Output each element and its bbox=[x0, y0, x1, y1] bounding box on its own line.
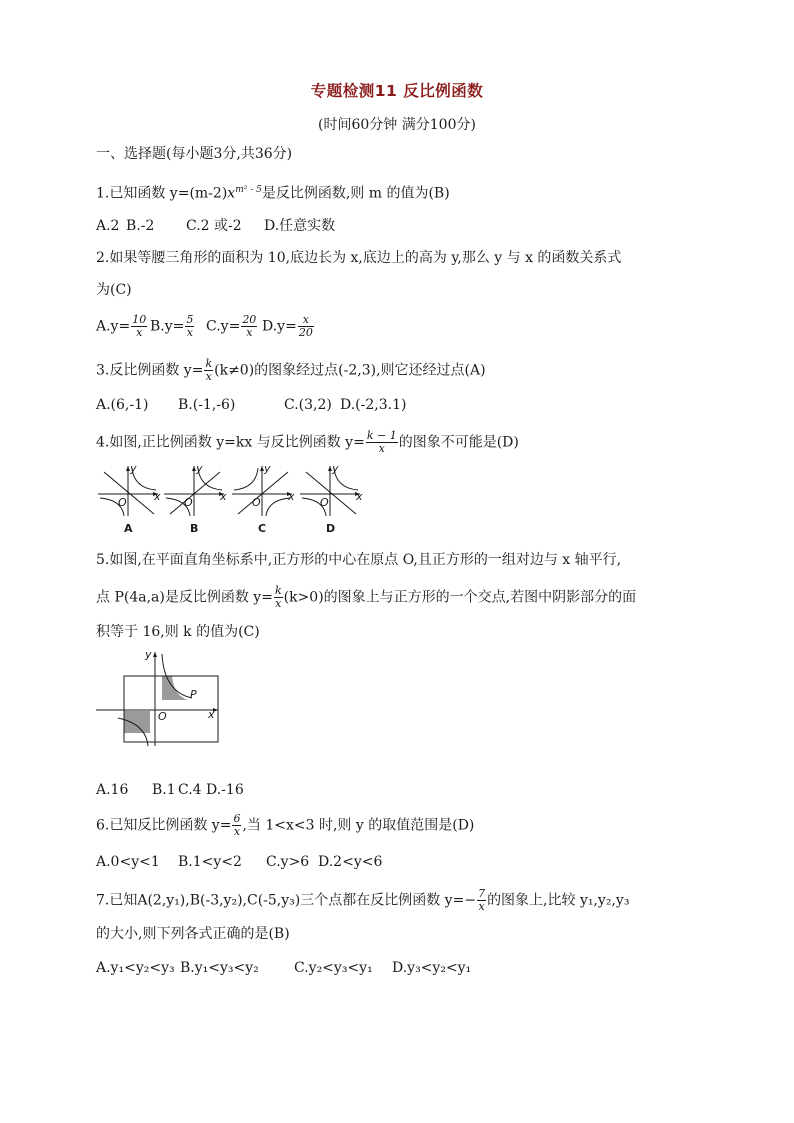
q6-option-c: C.y>6 bbox=[266, 854, 310, 870]
q6-option-d: D.2<y<6 bbox=[318, 854, 383, 870]
question-2-line2: 为(C) bbox=[96, 282, 132, 298]
q1-text-post: 是反比例函数,则 m 的值为(B) bbox=[261, 185, 450, 202]
q7-option-c: C.y₂<y₃<y₁ bbox=[294, 960, 373, 976]
q3-option-b: B.(-1,-6) bbox=[178, 397, 236, 413]
q4-d-origin-label: O bbox=[320, 496, 329, 509]
q4-graph-c-label: C bbox=[258, 522, 267, 535]
question-2-line1: 2.如果等腰三角形的面积为 10,底边长为 x,底边上的高为 y,那么 y 与 x 的函数关系式 bbox=[96, 250, 622, 266]
q4-b-origin-label: O bbox=[184, 496, 193, 509]
q7-option-d: D.y₃<y₂<y₁ bbox=[392, 960, 472, 976]
q2-option-c: C.y= $\frac{20}{x}$ bbox=[206, 313, 257, 339]
q2-option-d: D.y= $\frac{x}{20}$ bbox=[262, 313, 313, 339]
q1-option-c: C.2 或-2 bbox=[186, 218, 242, 234]
q4-d-x-label: x bbox=[356, 490, 363, 503]
q2-option-b: B.y= $\frac{5}{x}$ bbox=[150, 313, 194, 339]
q3-option-a: A.(6,-1) bbox=[96, 397, 149, 413]
q5-origin-label: O bbox=[158, 710, 167, 723]
q4-b-y-label: y bbox=[196, 462, 203, 475]
question-6: 6.已知反比例函数 y= $\frac{6}{x}$ ,当 1<x<3 时,则 y 的取值范围是(D) bbox=[96, 812, 475, 838]
question-1 bbox=[96, 180, 450, 204]
q1-option-a: A.2 bbox=[96, 218, 120, 234]
q5-option-a: A.16 bbox=[96, 782, 129, 798]
q6-option-b: B.1<y<2 bbox=[178, 854, 242, 870]
question-7-line2: 的大小,则下列各式正确的是(B) bbox=[96, 926, 290, 942]
q5-point-p-label: P bbox=[190, 688, 197, 701]
q4-graph-b-label: B bbox=[190, 522, 199, 535]
q1-base: x bbox=[227, 185, 236, 202]
q4-d-y-label: y bbox=[332, 462, 339, 475]
q5-figure bbox=[94, 648, 228, 748]
q4-a-x-label: x bbox=[154, 490, 161, 503]
q4-graph-d bbox=[298, 462, 364, 518]
question-5-line3: 积等于 16,则 k 的值为(C) bbox=[96, 624, 260, 640]
q2-option-a: A.y= $\frac{10}{x}$ bbox=[96, 313, 147, 339]
q5-option-d: D.-16 bbox=[206, 782, 244, 798]
q7-option-a: A.y₁<y₂<y₃ bbox=[96, 960, 175, 976]
section-heading: 一、选择题(每小题3分,共36分) bbox=[96, 146, 293, 162]
q4-graph-c bbox=[230, 462, 296, 518]
question-7-line1: 7.已知A(2,y₁),B(-3,y₂),C(-5,y₃)三个点都在反比例函数 y=− $\frac{7}{x}$ 的图象上,比较 y₁,y₂,y₃ bbox=[96, 887, 630, 913]
q4-a-origin-label: O bbox=[118, 496, 127, 509]
q3-option-d: D.(-2,3.1) bbox=[340, 397, 407, 413]
q5-x-label: x bbox=[208, 708, 215, 721]
q4-graph-a-label: A bbox=[124, 522, 133, 535]
page-title: 专题检测11 反比例函数 bbox=[310, 82, 484, 100]
q4-graph-d-label: D bbox=[326, 522, 336, 535]
q1-exponent: m² - 5 bbox=[235, 185, 262, 195]
q4-a-y-label: y bbox=[130, 462, 137, 475]
q1-option-b: B.-2 bbox=[126, 218, 155, 234]
q3-option-c: C.(3,2) bbox=[284, 397, 332, 413]
q1-option-d: D.任意实数 bbox=[264, 218, 336, 234]
q4-c-origin-label: O bbox=[252, 496, 261, 509]
q6-option-a: A.0<y<1 bbox=[96, 854, 160, 870]
q4-b-x-label: x bbox=[220, 490, 227, 503]
q4-graph-b bbox=[162, 462, 228, 518]
q4-graph-a bbox=[96, 462, 162, 518]
q5-option-c: C.4 bbox=[178, 782, 202, 798]
q4-c-y-label: y bbox=[264, 462, 271, 475]
page-subtitle: (时间60分钟 满分100分) bbox=[318, 117, 476, 133]
question-5-line2: 点 P(4a,a)是反比例函数 y= $\frac{k}{x}$ (k>0)的图象上与正方形的一个交点,若图中阴影部分的面 bbox=[96, 584, 637, 610]
q1-text-pre: 1.已知函数 y=(m-2) bbox=[96, 185, 228, 202]
question-4: 4.如图,正比例函数 y=kx 与反比例函数 y= $\frac{k - 1}{x}$ 的图象不可能是(D) bbox=[96, 429, 519, 455]
q5-option-b: B.1 bbox=[152, 782, 176, 798]
question-5-line1: 5.如图,在平面直角坐标系中,正方形的中心在原点 O,且正方形的一组对边与 x 轴平行, bbox=[96, 552, 622, 568]
q7-option-b: B.y₁<y₃<y₂ bbox=[180, 960, 259, 976]
q5-y-label: y bbox=[145, 648, 152, 661]
question-3: 3.反比例函数 y= $\frac{k}{x}$ (k≠0)的图象经过点(-2,3),则它还经过点(A) bbox=[96, 357, 486, 383]
q4-c-x-label: x bbox=[288, 490, 295, 503]
